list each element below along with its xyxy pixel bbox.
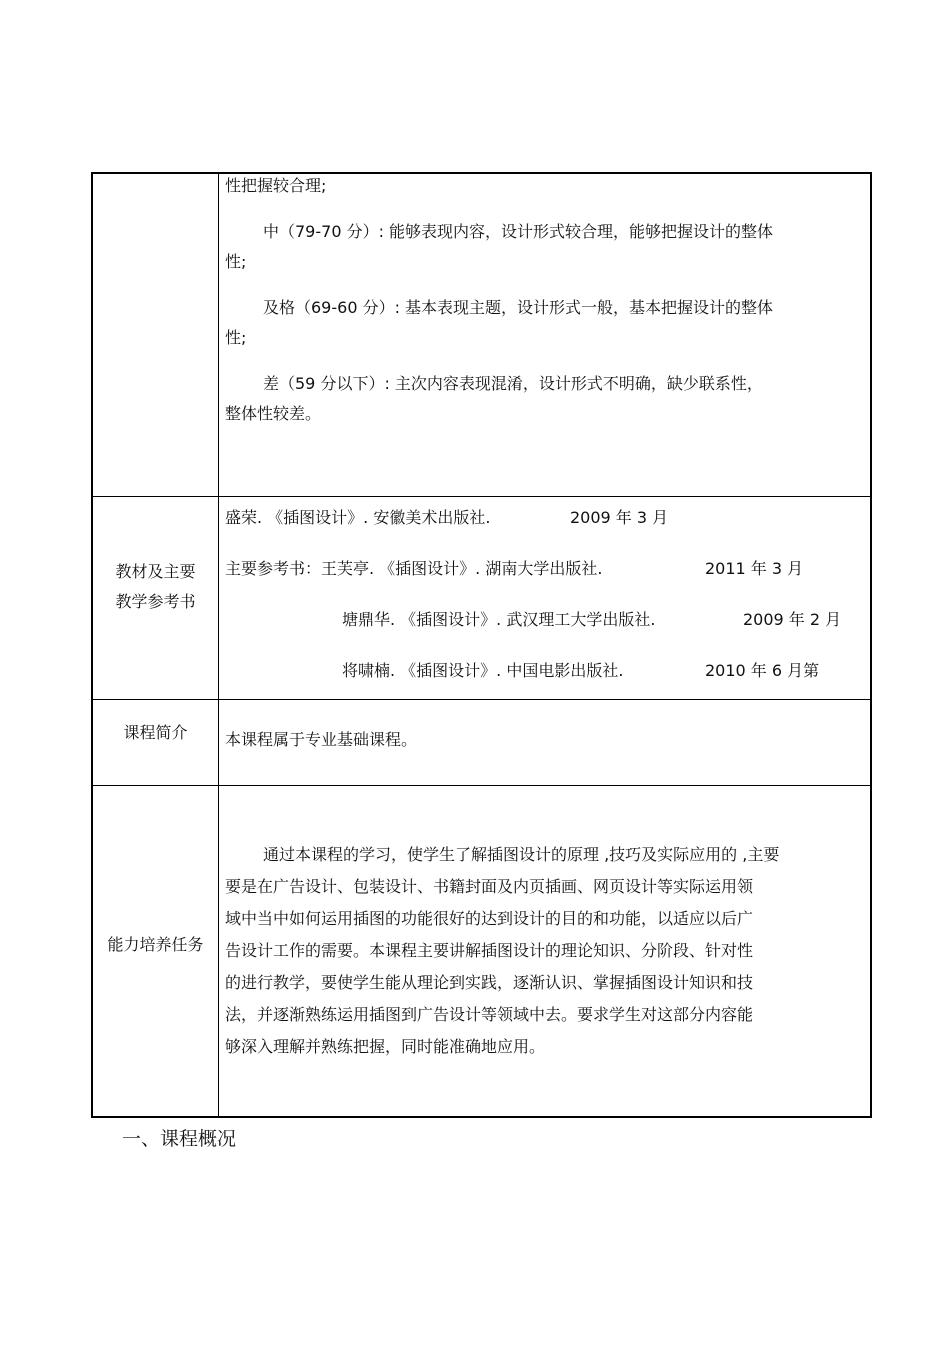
textbook-label	[93, 557, 218, 617]
row-divider	[93, 785, 870, 786]
textbook-label-line2: 教学参考书	[115, 592, 196, 611]
reference-book-1-date: 2011 年 3 月	[705, 559, 804, 578]
ability-label: 能力培养任务	[107, 935, 204, 954]
section-heading: 一、课程概况	[122, 1128, 237, 1150]
grading-poor-line1: 差（59 分以下）: 主次内容表现混淆，设计形式不明确，缺少联系性，	[263, 374, 763, 393]
grading-pass-line2: 性;	[225, 328, 247, 347]
ability-line: 通过本课程的学习，使学生了解插图设计的原理 ,技巧及实际应用的 ,主要	[263, 845, 780, 864]
reference-book-2: 塘鼎华. 《插图设计》. 武汉理工大学出版社.	[342, 610, 656, 629]
row-divider	[93, 699, 870, 700]
ability-line: 够深入理解并熟练把握，同时能准确地应用。	[225, 1037, 546, 1056]
intro-text: 本课程属于专业基础课程。	[225, 730, 418, 749]
ability-line: 域中当中如何运用插图的功能很好的达到设计的目的和功能，以适应以后广	[225, 909, 754, 928]
intro-label: 课程简介	[123, 723, 188, 742]
reference-book-2-date: 2009 年 2 月	[743, 610, 842, 629]
reference-book-3: 将啸楠. 《插图设计》. 中国电影出版社.	[342, 661, 624, 680]
grading-line: 性把握较合理;	[225, 176, 327, 195]
ability-line: 告设计工作的需要。本课程主要讲解插图设计的理论知识、分阶段、针对性	[225, 941, 754, 960]
grading-pass-line1: 及格（69-60 分）: 基本表现主题，设计形式一般，基本把握设计的整体	[263, 298, 774, 317]
grading-mid-line1: 中（79-70 分）: 能够表现内容，设计形式较合理，能够把握设计的整体	[263, 222, 774, 241]
ability-line: 法，并逐渐熟练运用插图到广告设计等领域中去。要求学生对这部分内容能	[225, 1005, 754, 1024]
main-textbook: 盛荣. 《插图设计》. 安徽美术出版社.	[225, 508, 491, 527]
reference-book-3-date: 2010 年 6 月第	[705, 661, 820, 680]
row-divider	[93, 496, 870, 497]
textbook-label-line1: 教材及主要	[115, 562, 196, 581]
ability-line: 的进行教学，要使学生能从理论到实践，逐渐认识、掌握插图设计知识和技	[225, 973, 754, 992]
column-divider	[218, 174, 219, 1116]
ability-line: 要是在广告设计、包装设计、书籍封面及内页插画、网页设计等实际运用领	[225, 877, 754, 896]
main-textbook-date: 2009 年 3 月	[570, 508, 669, 527]
grading-mid-line2: 性;	[225, 252, 247, 271]
grading-poor-line2: 整体性较差。	[225, 404, 322, 423]
reference-book-1: 主要参考书：王芙亭. 《插图设计》. 湖南大学出版社.	[225, 559, 603, 578]
course-table	[91, 172, 872, 1118]
